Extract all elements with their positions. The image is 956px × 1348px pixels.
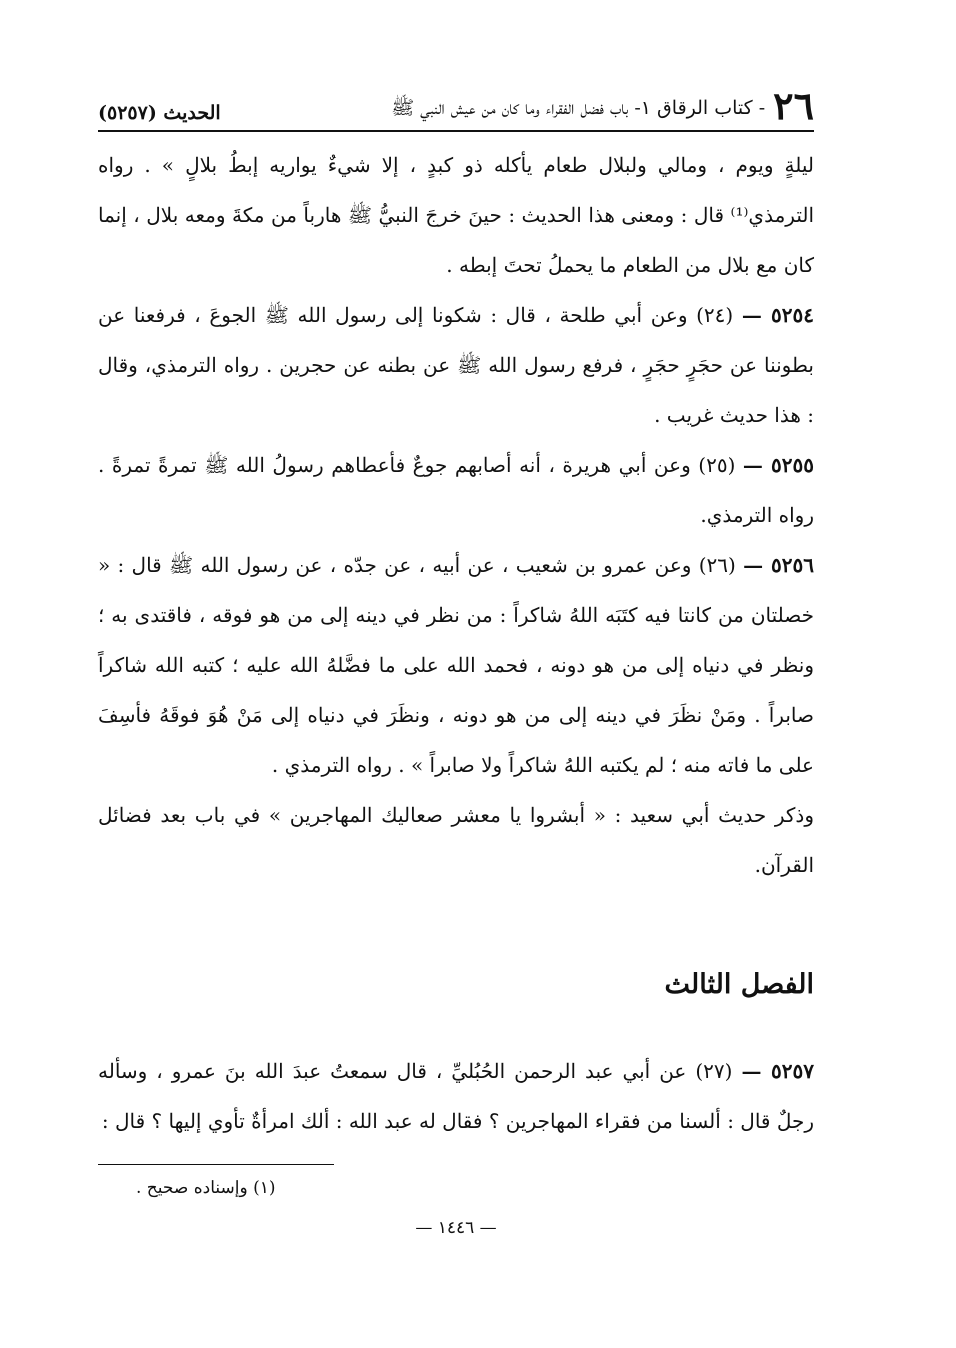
footer-area: [98, 0, 814, 1348]
hadith-number: ٥٢٥٤ —: [741, 303, 815, 327]
section-heading: الفصل الثالث: [664, 969, 814, 1000]
footnote-divider: [98, 1164, 334, 1165]
hadith-number: ٥٢٥٧ —: [741, 1059, 814, 1083]
hadith-number: ٥٢٥٦ —: [743, 553, 814, 577]
paragraph-text: (٢٤) وعن أبي طلحة ، قال : شكونا إلى رسول الله ﷺ الجوعَ ، فرفعنا عن بطوننا عن حجَرٍ حجَرٍ ، فرفع رسول الله ﷺ عن بطنه عن حجرين . رواه الترمذي، وقال : هذا حديث غريب .: [98, 303, 814, 427]
hadith-reference: الحديث (٥٢٥٧): [98, 102, 221, 124]
hadith-number: ٥٢٥٥ —: [742, 453, 815, 477]
paragraph-text: (٢٥) وعن أبي هريرة ، أنه أصابهم جوعٌ فأعطاهم رسولُ الله ﷺ تمرةً تمرةً . رواه الترمذي.: [98, 453, 814, 527]
paragraph-text: وذكر حديث أبي سعيد : « أبشروا يا معشر صعاليك المهاجرين » في باب بعد فضائل القرآن.: [98, 803, 815, 877]
chapter-title: - كتاب الرقاق ١- باب فضل الفقراء وما كان من عيش النبي ﷺ: [391, 97, 766, 119]
paragraph-text: (٢٦) وعن عمرو بن شعيب ، عن أبيه ، عن جدّه ، عن رسول الله ﷺ قال : « خصلتان من كانتا فيه كتَبَه اللهُ شاكراً : من نظر في دينه إلى من هو فوقه ، فاقتدى به ؛ ونظر في دنياه إلى من هو دونه ، فحمد الله على ما فضَّلهُ الله عليه ؛ كتبه الله شاكراً صابراً . ومَنْ نظَرَ في دينه إلى من هو دونه ، ونظَرَ في دنياه إلى مَنْ هُوَ فوقَهُ فأسِفَ على ما فاته منه ؛ لم يكتبه اللهُ شاكراً ولا صابراً » . رواه الترمذي .: [98, 553, 814, 777]
page-number: ٢٦: [773, 83, 814, 128]
page-footer-number: — ١٤٤٦ —: [415, 1218, 497, 1238]
footnote: [98, 1178, 814, 1198]
paragraph-text: (٢٧) عن أبي عبد الرحمن الحُبُليِّ ، قال سمعتُ عبدَ الله بنَ عمرو ، وسأله رجلٌ قال : ألسنا من فقراء المهاجرين ؟ فقال له عبد الله : ألك امرأةٌ تأوي إليها ؟ قال :: [98, 1059, 814, 1133]
footnote-text: (١) وإسناده صحيح .: [136, 1178, 276, 1198]
paragraph-text: ليلةٍ ويوم ، ومالي ولبلال طعام يأكله ذو كبدٍ ، إلا شيءٌ يواريه إبطُ بلالٍ » . رواه الترمذي⁽¹⁾ قال : ومعنى هذا الحديث : حينَ خرجَ النبيُّ ﷺ هارباً من مكةَ ومعه بلال ، إنما كان مع بلال من الطعام ما يحملُ تحتَ إبطه .: [98, 153, 814, 277]
